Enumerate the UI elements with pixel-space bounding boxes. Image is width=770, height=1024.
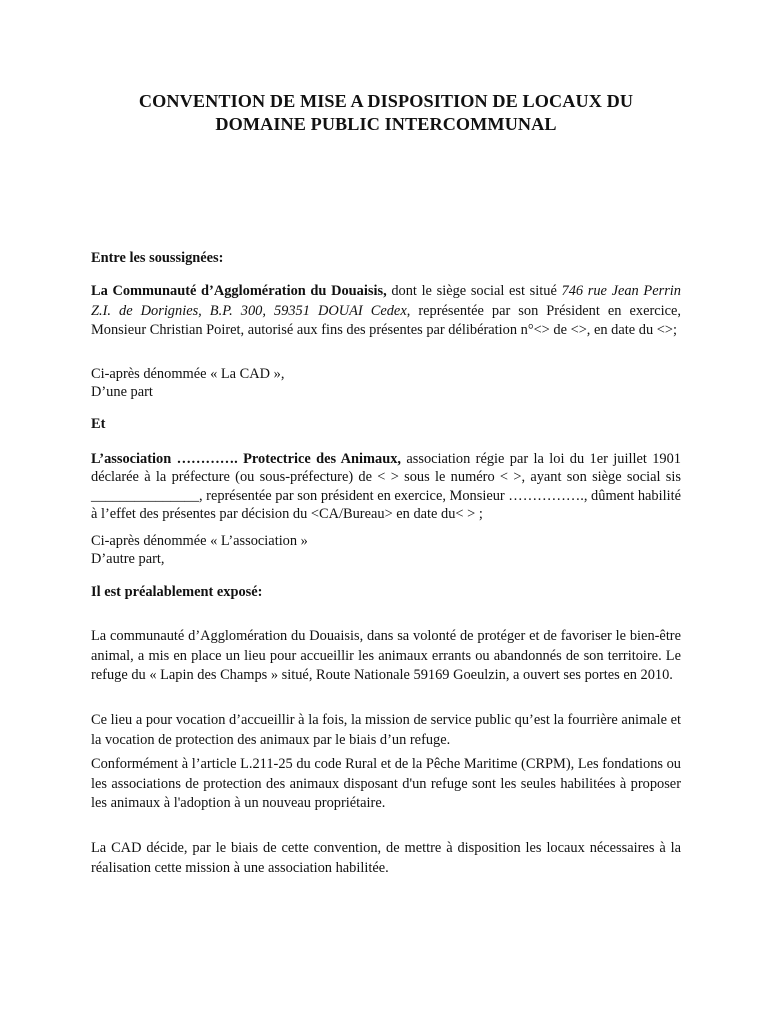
paragraph-4: La CAD décide, par le biais de cette convention, de mettre à disposition les locaux nécessaires à la réalisation cette mission à une association habilitée.	[91, 840, 681, 876]
address-blank: _______________	[91, 487, 199, 504]
cad-name: La Communauté d’Agglomération du Douaisis,	[91, 283, 387, 299]
title-line-1: CONVENTION DE MISE A DISPOSITION DE LOCAUX DU	[138, 91, 634, 111]
title-line-2: DOMAINE PUBLIC INTERCOMMUNAL	[215, 114, 557, 134]
paragraph-3: Conformément à l’article L.211-25 du code Rural et de la Pêche Maritime (CRPM), Les fondations ou les associations de protection des animaux disposant d'un refuge sont les seules habilitées à proposer les animaux à l'adoption à un nouveau propriétaire.	[91, 756, 681, 811]
document-title	[91, 90, 681, 136]
between-heading: Entre les soussignées:	[91, 250, 224, 266]
association-called: Ci-après dénommée « L’association »	[91, 533, 308, 549]
cad-paragraph	[91, 282, 681, 341]
association-paragraph	[91, 450, 681, 524]
paragraph-2: Ce lieu a pour vocation d’accueillir à la fois, la mission de service public qu’est la fourrière animale et la vocation de protection des animaux par le biais d’un refuge.	[91, 712, 681, 748]
exposed-heading: Il est préalablement exposé:	[91, 584, 263, 600]
association-text-2: , représentée par son président en exercice, Monsieur ……………., dûment habilité à l’effet des présentes par décision du <CA/Bureau> en date du< > ;	[91, 487, 681, 523]
cad-address: 746 rue Jean Perrin Z.I. de Dorignies, B.P. 300, 59351 DOUAI Cedex	[91, 283, 681, 319]
association-name: L’association …………. Protectrice des Animaux,	[91, 451, 402, 467]
cad-text-1: dont le siège social est situé	[386, 283, 562, 299]
cad-part: D’une part	[91, 384, 153, 400]
cad-called: Ci-après dénommée « La CAD »,	[91, 366, 285, 382]
and-heading: Et	[91, 416, 106, 432]
paragraph-1: La communauté d’Agglomération du Douaisis, dans sa volonté de protéger et de favoriser le bien-être animal, a mis en place un lieu pour accueillir les animaux errants ou abandonnés de son territoire. Le refuge du « Lapin des Champs » situé, Route Nationale 59169 Goeulzin, a ouvert ses portes en 2010.	[91, 628, 681, 683]
association-part: D’autre part,	[91, 551, 165, 567]
cad-text-2: , représentée par son Président en exercice, Monsieur Christian Poiret, autorisé aux fins des présentes par délibération n°<> de <>, en date du <>;	[91, 302, 682, 338]
association-text-1: association régie par la loi du 1er juillet 1901 déclarée à la préfecture (ou sous-préfecture) de < > sous le numéro < >, ayant son siège social sis	[91, 451, 681, 486]
